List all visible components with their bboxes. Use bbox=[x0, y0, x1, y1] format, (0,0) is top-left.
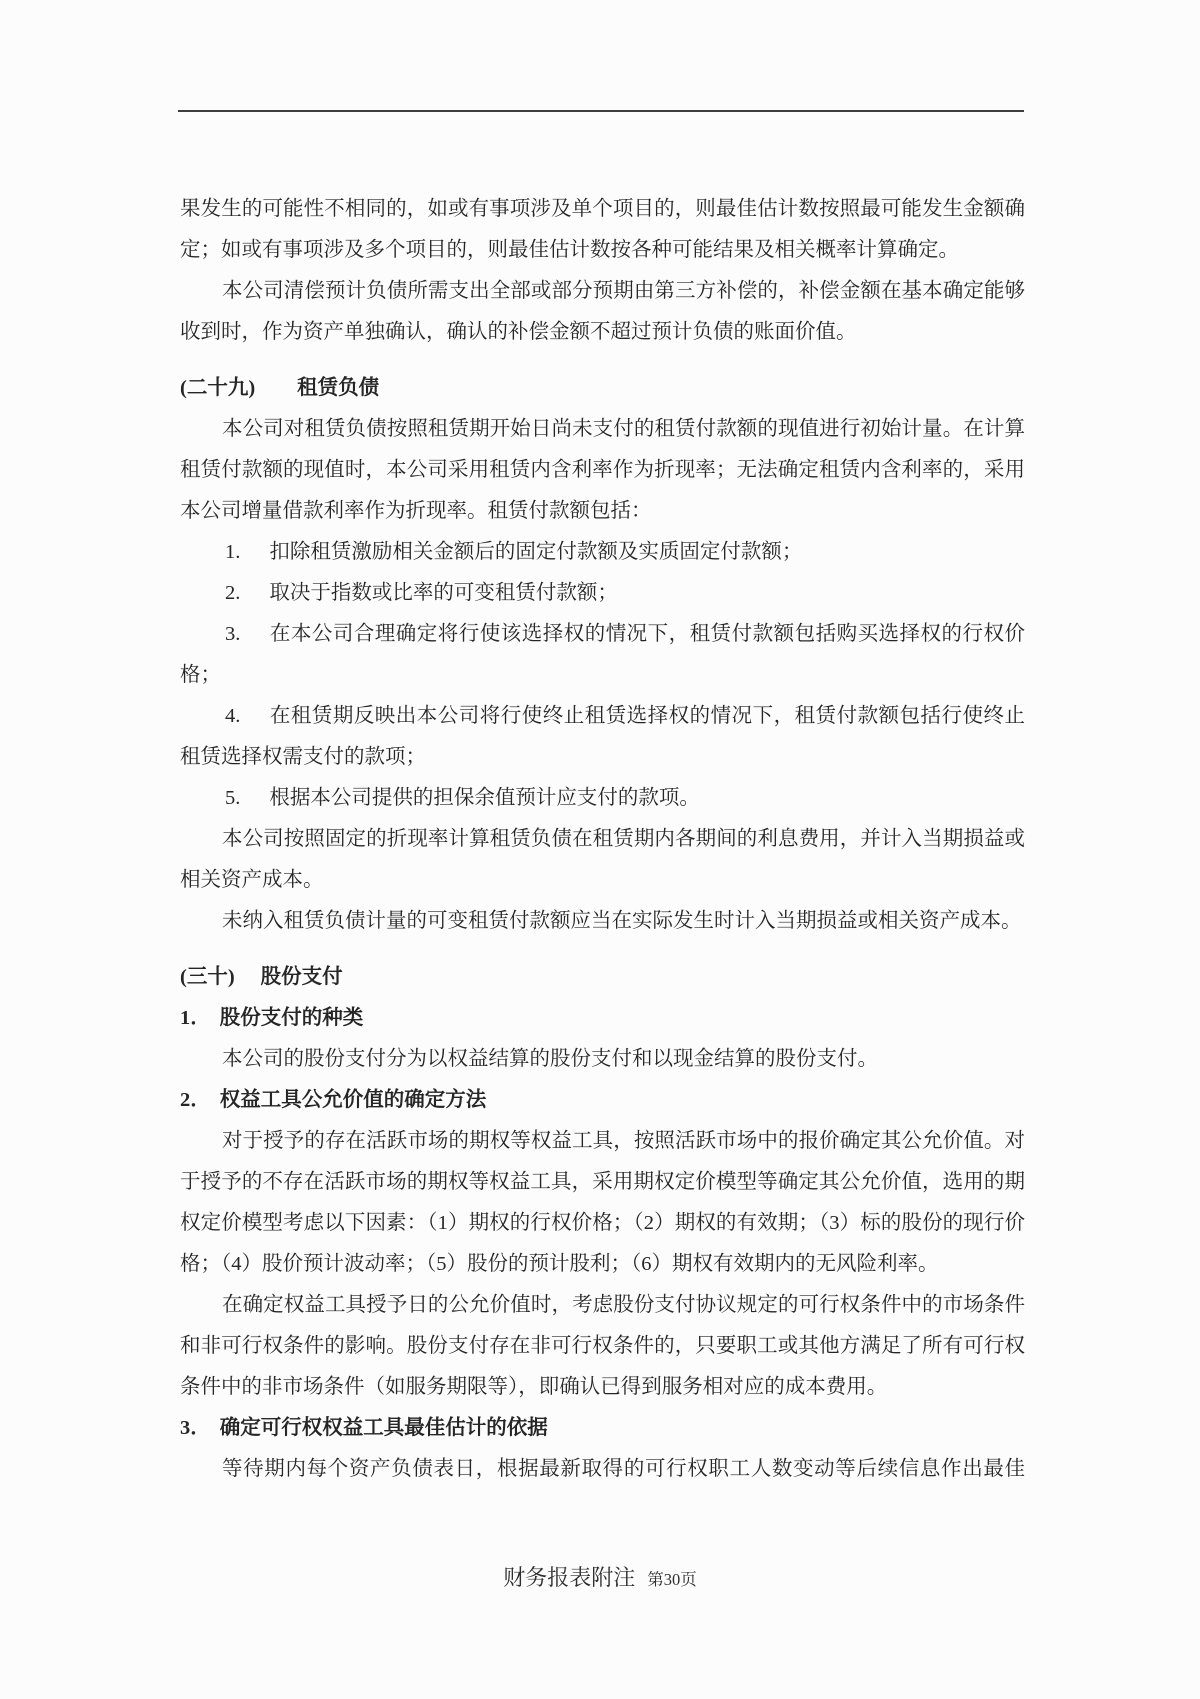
section-heading-30 bbox=[180, 957, 1025, 998]
list-item-number: 5. bbox=[225, 787, 241, 809]
list-item-text: 在本公司合理确定将行使该选择权的情况下，租赁付款额包括购买选择权的行权价格； bbox=[180, 623, 1025, 686]
subheading-title: 股份支付的种类 bbox=[219, 1007, 364, 1029]
section-title: 股份支付 bbox=[260, 966, 343, 988]
paragraph: 本公司的股份支付分为以权益结算的股份支付和以现金结算的股份支付。 bbox=[222, 1048, 878, 1070]
list-item bbox=[180, 614, 1025, 696]
list-item-text: 根据本公司提供的担保余值预计应支付的款项。 bbox=[269, 787, 700, 809]
subheading-number: 1． bbox=[180, 1007, 211, 1029]
subheading-1 bbox=[180, 998, 1025, 1039]
paragraph: 未纳入租赁负债计量的可变租赁付款额应当在实际发生时计入当期损益或相关资产成本。 bbox=[222, 910, 1022, 932]
list-item-text: 取决于指数或比率的可变租赁付款额； bbox=[269, 582, 618, 604]
list-item-text: 在租赁期反映出本公司将行使终止租赁选择权的情况下，租赁付款额包括行使终止租赁选择权需支付的款项； bbox=[180, 705, 1025, 768]
document-body bbox=[180, 189, 1025, 1490]
list-item-number: 4. bbox=[225, 705, 241, 727]
section-number: (三十) bbox=[180, 966, 235, 988]
subheading-3 bbox=[180, 1408, 1025, 1449]
section-heading-29 bbox=[180, 368, 1025, 409]
list-item bbox=[180, 696, 1025, 778]
subheading-title: 权益工具公允价值的确定方法 bbox=[219, 1089, 487, 1111]
subheading-title: 确定可行权权益工具最佳估计的依据 bbox=[219, 1417, 548, 1439]
paragraph-continues-next-page: 等待期内每个资产负债表日，根据最新取得的可行权职工人数变动等后续信息作出最佳 bbox=[222, 1458, 1025, 1480]
paragraph: 本公司对租赁负债按照租赁期开始日尚未支付的租赁付款额的现值进行初始计量。在计算租赁付款额的现值时，本公司采用租赁内含利率作为折现率；无法确定租赁内含利率的，采用本公司增量借款利率作为折现率。租赁付款额包括： bbox=[180, 418, 1025, 522]
subheading-number: 3． bbox=[180, 1417, 211, 1439]
list-item bbox=[180, 532, 1025, 573]
subheading-number: 2． bbox=[180, 1089, 211, 1111]
paragraph: 对于授予的存在活跃市场的期权等权益工具，按照活跃市场中的报价确定其公允价值。对于授予的不存在活跃市场的期权等权益工具，采用期权定价模型等确定其公允价值，选用的期权定价模型考虑以下因素：（1）期权的行权价格；（2）期权的有效期；（3）标的股份的现行价格；（4）股价预计波动率；（5）股份的预计股利；（6）期权有效期内的无风险利率。 bbox=[180, 1130, 1025, 1275]
list-item-number: 2. bbox=[225, 582, 241, 604]
list-item bbox=[180, 573, 1025, 614]
page-number: 第30页 bbox=[647, 1570, 697, 1589]
list-item bbox=[180, 778, 1025, 819]
section-number: (二十九) bbox=[180, 377, 256, 399]
list-item-text: 扣除租赁激励相关金额后的固定付款额及实质固定付款额； bbox=[269, 541, 803, 563]
list-item-number: 1. bbox=[225, 541, 241, 563]
section-title: 租赁负债 bbox=[297, 377, 380, 399]
page-footer bbox=[0, 1563, 1200, 1596]
paragraph: 在确定权益工具授予日的公允价值时，考虑股份支付协议规定的可行权条件中的市场条件和非可行权条件的影响。股份支付存在非可行权条件的，只要职工或其他方满足了所有可行权条件中的非市场条件（如服务期限等），即确认已得到服务相对应的成本费用。 bbox=[180, 1294, 1025, 1398]
header-divider bbox=[178, 110, 1024, 112]
list-item-number: 3. bbox=[225, 623, 241, 645]
paragraph: 本公司清偿预计负债所需支出全部或部分预期由第三方补偿的，补偿金额在基本确定能够收到时，作为资产单独确认，确认的补偿金额不超过预计负债的账面价值。 bbox=[180, 280, 1025, 343]
paragraph-continued: 果发生的可能性不相同的，如或有事项涉及单个项目的，则最佳估计数按照最可能发生金额确定；如或有事项涉及多个项目的，则最佳估计数按各种可能结果及相关概率计算确定。 bbox=[180, 198, 1025, 261]
footer-title: 财务报表附注 bbox=[503, 1565, 636, 1590]
paragraph: 本公司按照固定的折现率计算租赁负债在租赁期内各期间的利息费用，并计入当期损益或相关资产成本。 bbox=[180, 828, 1025, 891]
subheading-2 bbox=[180, 1080, 1025, 1121]
